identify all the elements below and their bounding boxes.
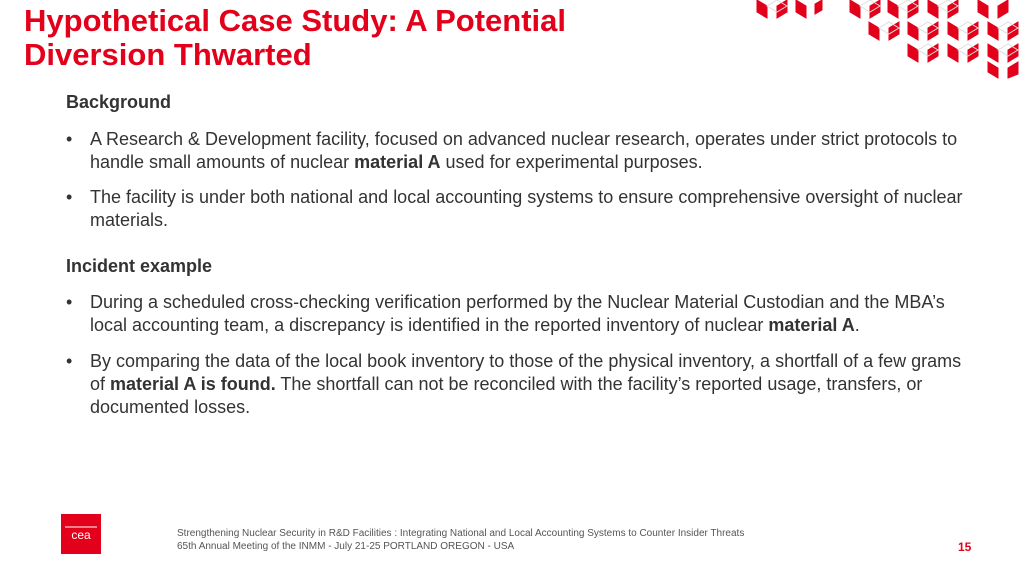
cea-logo-icon (61, 514, 101, 554)
bullet-text: During a scheduled cross-checking verification performed by the Nuclear Material Custodian and the MBA’s local accounting team, a discrepancy is identified in the reported inventory of nuclear material A. (90, 292, 945, 335)
bullet-text: A Research & Development facility, focused on advanced nuclear research, operates under strict protocols to handle small amounts of nuclear material A used for experimental purposes. (90, 129, 958, 172)
decorative-cubes-icon (752, 0, 1024, 80)
page-number: 15 (958, 540, 972, 554)
svg-text:cea: cea (71, 528, 91, 542)
bullet-text: The facility is under both national and local accounting systems to ensure comprehensive oversight of nuclear materials. (90, 187, 963, 230)
footer-line-1: Strengthening Nuclear Security in R&D Facilities : Integrating National and Local Accounting Systems to Counter Insider Threats (177, 528, 745, 539)
background-heading: Background (66, 92, 172, 112)
logo-lettering (61, 514, 101, 554)
slide-title: Hypothetical Case Study: A Potential Diversion Thwarted (24, 3, 567, 72)
bullet-icon: • (66, 187, 73, 207)
footer-line-2: 65th Annual Meeting of the INMM - July 21-25 PORTLAND OREGON - USA (177, 541, 515, 552)
bullet-text: By comparing the data of the local book inventory to those of the physical inventory, a shortfall of a few grams of material A is found. The shortfall can not be reconciled with the facility’s reported usage, transfers, or documented losses. (90, 351, 962, 417)
bullet-icon: • (66, 129, 73, 149)
bullet-icon: • (66, 292, 73, 312)
bullet-icon: • (66, 351, 73, 371)
incident-heading: Incident example (66, 256, 213, 276)
